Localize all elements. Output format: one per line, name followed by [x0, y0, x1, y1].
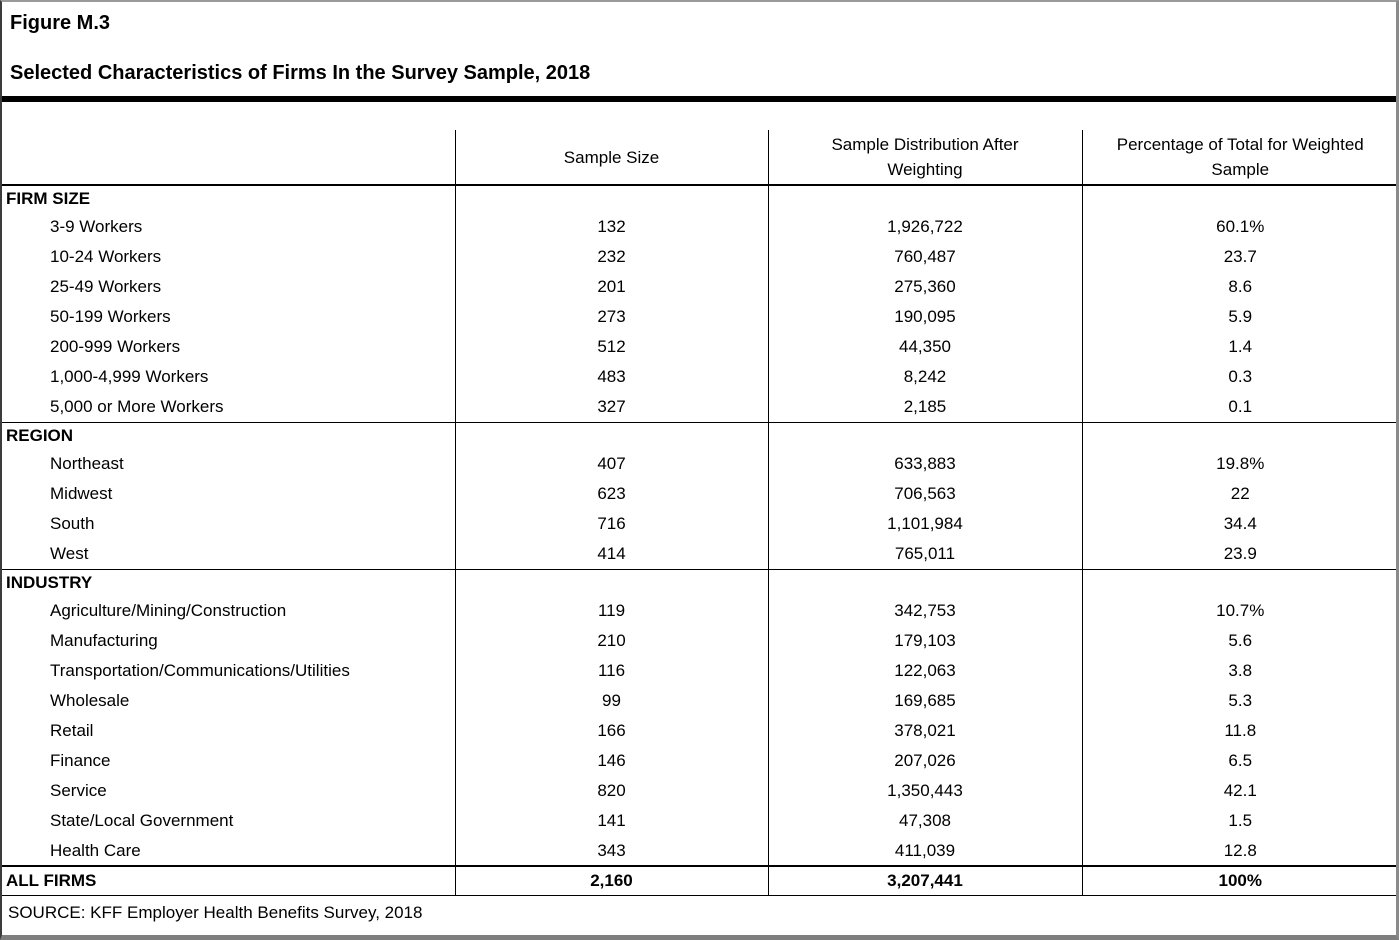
row-label: 3-9 Workers — [50, 217, 143, 236]
total-cell-distribution: 3,207,441 — [768, 866, 1082, 895]
all-firms-total-row — [2, 866, 1398, 895]
cell-sample-size: 210 — [455, 626, 768, 656]
row-label: Wholesale — [50, 691, 130, 710]
table-row — [2, 539, 1398, 569]
section-empty-cell — [455, 569, 768, 596]
section-title: INDUSTRY — [2, 569, 455, 596]
cell-sample-size: 119 — [455, 596, 768, 626]
row-label: South — [50, 514, 95, 533]
figure-number: Figure M.3 — [10, 12, 111, 34]
row-label: Midwest — [50, 484, 113, 503]
cell-distribution: 44,350 — [768, 332, 1082, 362]
title-block — [2, 2, 1396, 96]
cell-sample-size: 414 — [455, 539, 768, 569]
cell-percentage: 11.8 — [1082, 716, 1398, 746]
table-row — [2, 509, 1398, 539]
section-empty-cell — [768, 569, 1082, 596]
row-label: Service — [50, 781, 107, 800]
cell-percentage: 22 — [1082, 479, 1398, 509]
cell-sample-size: 273 — [455, 302, 768, 332]
cell-distribution: 169,685 — [768, 686, 1082, 716]
cell-percentage: 5.9 — [1082, 302, 1398, 332]
cell-percentage: 0.3 — [1082, 362, 1398, 392]
table-row — [2, 212, 1398, 242]
table-row — [2, 362, 1398, 392]
cell-distribution: 275,360 — [768, 272, 1082, 302]
cell-sample-size: 512 — [455, 332, 768, 362]
cell-sample-size: 166 — [455, 716, 768, 746]
table-row — [2, 656, 1398, 686]
cell-distribution: 179,103 — [768, 626, 1082, 656]
cell-sample-size: 623 — [455, 479, 768, 509]
section-title: REGION — [2, 422, 455, 449]
page-title: Selected Characteristics of Firms In the Survey Sample, 2018 — [10, 62, 591, 84]
cell-percentage: 34.4 — [1082, 509, 1398, 539]
cell-distribution: 2,185 — [768, 392, 1082, 422]
cell-sample-size: 201 — [455, 272, 768, 302]
cell-percentage: 1.4 — [1082, 332, 1398, 362]
row-label: Retail — [50, 721, 94, 740]
cell-distribution: 760,487 — [768, 242, 1082, 272]
row-label: 50-199 Workers — [50, 307, 171, 326]
table-row — [2, 686, 1398, 716]
row-label: State/Local Government — [50, 811, 234, 830]
cell-sample-size: 343 — [455, 836, 768, 866]
cell-sample-size: 99 — [455, 686, 768, 716]
row-label: 1,000-4,999 Workers — [50, 367, 209, 386]
cell-distribution: 378,021 — [768, 716, 1082, 746]
row-label: 5,000 or More Workers — [50, 396, 224, 416]
section-header-row — [2, 569, 1398, 596]
cell-sample-size: 820 — [455, 776, 768, 806]
table-row — [2, 332, 1398, 362]
cell-percentage: 8.6 — [1082, 272, 1398, 302]
section-header-row — [2, 185, 1398, 212]
row-label: West — [50, 543, 89, 563]
cell-distribution: 411,039 — [768, 836, 1082, 866]
table-row — [2, 716, 1398, 746]
cell-percentage: 42.1 — [1082, 776, 1398, 806]
cell-percentage: 23.7 — [1082, 242, 1398, 272]
column-header-blank — [2, 130, 455, 185]
table-row — [2, 302, 1398, 332]
cell-distribution: 633,883 — [768, 449, 1082, 479]
row-label: Manufacturing — [50, 631, 158, 650]
column-header-percentage-weighted: Percentage of Total for Weighted Sample — [1082, 130, 1398, 185]
table-row — [2, 836, 1398, 866]
title-divider-rule — [2, 96, 1396, 102]
row-label: Transportation/Communications/Utilities — [50, 661, 350, 680]
table-row — [2, 746, 1398, 776]
table-row — [2, 272, 1398, 302]
cell-distribution: 765,011 — [768, 539, 1082, 569]
row-label: 25-49 Workers — [50, 277, 162, 296]
cell-sample-size: 483 — [455, 362, 768, 392]
section-empty-cell — [1082, 422, 1398, 449]
cell-percentage: 23.9 — [1082, 539, 1398, 569]
table-row — [2, 776, 1398, 806]
cell-percentage: 19.8% — [1082, 449, 1398, 479]
cell-percentage: 1.5 — [1082, 806, 1398, 836]
row-label: 200-999 Workers — [50, 337, 181, 356]
table-row — [2, 626, 1398, 656]
cell-distribution: 1,926,722 — [768, 212, 1082, 242]
cell-sample-size: 407 — [455, 449, 768, 479]
table-row — [2, 242, 1398, 272]
row-label: Northeast — [50, 454, 124, 473]
table-row — [2, 596, 1398, 626]
section-empty-cell — [1082, 185, 1398, 212]
cell-sample-size: 232 — [455, 242, 768, 272]
cell-percentage: 0.1 — [1082, 392, 1398, 422]
cell-distribution: 190,095 — [768, 302, 1082, 332]
cell-percentage: 10.7% — [1082, 596, 1398, 626]
cell-percentage: 5.3 — [1082, 686, 1398, 716]
section-empty-cell — [1082, 569, 1398, 596]
cell-distribution: 47,308 — [768, 806, 1082, 836]
row-label: Health Care — [50, 840, 141, 860]
total-row-label: ALL FIRMS — [2, 866, 455, 895]
section-title: FIRM SIZE — [2, 185, 455, 212]
section-empty-cell — [768, 185, 1082, 212]
column-header-sample-distribution: Sample Distribution After Weighting — [768, 130, 1082, 185]
section-empty-cell — [455, 422, 768, 449]
cell-distribution: 1,350,443 — [768, 776, 1082, 806]
row-label: Finance — [50, 751, 111, 770]
cell-distribution: 8,242 — [768, 362, 1082, 392]
section-empty-cell — [455, 185, 768, 212]
table-row — [2, 449, 1398, 479]
table-body — [2, 185, 1398, 895]
section-header-row — [2, 422, 1398, 449]
table-row — [2, 806, 1398, 836]
cell-sample-size: 116 — [455, 656, 768, 686]
cell-distribution: 342,753 — [768, 596, 1082, 626]
cell-distribution: 122,063 — [768, 656, 1082, 686]
column-header-sample-size: Sample Size — [455, 130, 768, 185]
cell-sample-size: 141 — [455, 806, 768, 836]
table-row — [2, 479, 1398, 509]
cell-sample-size: 132 — [455, 212, 768, 242]
section-empty-cell — [768, 422, 1082, 449]
cell-percentage: 60.1% — [1082, 212, 1398, 242]
source-note: SOURCE: KFF Employer Health Benefits Survey, 2018 — [8, 902, 423, 922]
cell-sample-size: 716 — [455, 509, 768, 539]
total-cell-sample-size: 2,160 — [455, 866, 768, 895]
row-label: Agriculture/Mining/Construction — [50, 601, 287, 620]
total-cell-percentage: 100% — [1082, 866, 1398, 895]
cell-distribution: 706,563 — [768, 479, 1082, 509]
cell-sample-size: 146 — [455, 746, 768, 776]
cell-percentage: 12.8 — [1082, 836, 1398, 866]
cell-distribution: 207,026 — [768, 746, 1082, 776]
cell-percentage: 5.6 — [1082, 626, 1398, 656]
cell-percentage: 3.8 — [1082, 656, 1398, 686]
row-label: 10-24 Workers — [50, 247, 162, 266]
column-header-row — [2, 130, 1398, 185]
cell-percentage: 6.5 — [1082, 746, 1398, 776]
sample-characteristics-table — [2, 130, 1398, 896]
cell-sample-size: 327 — [455, 392, 768, 422]
table-row — [2, 392, 1398, 422]
cell-distribution: 1,101,984 — [768, 509, 1082, 539]
